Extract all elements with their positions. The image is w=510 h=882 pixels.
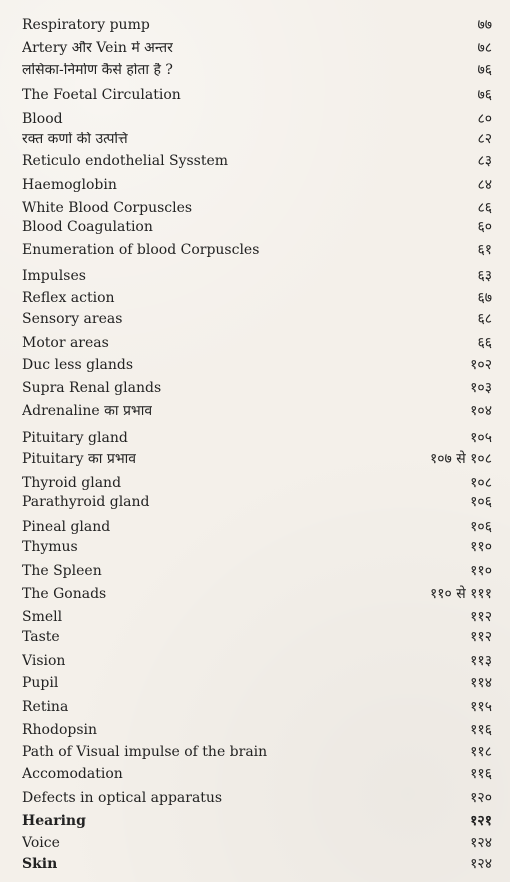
contents-row-hearing bbox=[22, 810, 492, 832]
entry-title: Accomodation bbox=[22, 767, 123, 781]
entry-page-number: ८४ bbox=[477, 177, 492, 193]
contents-row-voice bbox=[22, 832, 492, 854]
entry-title: Voice bbox=[22, 836, 60, 850]
contents-row-skin bbox=[22, 853, 492, 875]
contents-row-artery-vein bbox=[22, 37, 492, 59]
entry-page-number: ६१ bbox=[477, 242, 492, 258]
contents-row-visual-impulse-path bbox=[22, 741, 492, 763]
contents-row-foetal-circulation bbox=[22, 84, 492, 106]
entry-page-number: १२० bbox=[470, 790, 492, 806]
entry-page-number: ६८ bbox=[477, 311, 492, 327]
entry-title: लसिका-निर्माण कैसे होता है ? bbox=[22, 63, 173, 77]
entry-page-number: १०८ bbox=[470, 475, 492, 491]
entry-page-number: ७७ bbox=[477, 17, 492, 33]
entry-page-number: १२१ bbox=[470, 813, 492, 829]
entry-page-number: ११६ bbox=[470, 722, 492, 738]
contents-row-blood-coagulation bbox=[22, 216, 492, 238]
entry-title: Pituitary का प्रभाव bbox=[22, 452, 137, 466]
entry-title: Enumeration of blood Corpuscles bbox=[22, 243, 260, 257]
contents-row-rhodopsin bbox=[22, 719, 492, 741]
contents-row-pupil bbox=[22, 672, 492, 694]
entry-page-number: ११८ bbox=[470, 744, 492, 760]
entry-title: Reflex action bbox=[22, 291, 115, 305]
entry-title: Blood bbox=[22, 112, 63, 126]
contents-row-impulses bbox=[22, 265, 492, 287]
entry-title: Sensory areas bbox=[22, 312, 123, 326]
contents-row-adrenaline-effect bbox=[22, 400, 492, 422]
entry-title: Pineal gland bbox=[22, 520, 111, 534]
contents-row-smell bbox=[22, 606, 492, 628]
contents-row-respiratory-pump bbox=[22, 14, 492, 36]
entry-page-number: ८३ bbox=[477, 153, 492, 169]
entry-page-number: ६७ bbox=[477, 290, 492, 306]
entry-page-number: १०६ bbox=[470, 519, 492, 535]
entry-title: Taste bbox=[22, 630, 60, 644]
contents-row-accommodation bbox=[22, 763, 492, 785]
entry-page-number: १०५ bbox=[470, 430, 492, 446]
entry-page-number: ११२ bbox=[470, 609, 492, 625]
entry-page-number: १०३ bbox=[470, 380, 492, 396]
entry-page-number: १०७ से १०८ bbox=[429, 451, 492, 467]
entry-title: Reticulo endothelial Sysstem bbox=[22, 154, 229, 168]
entry-title: Impulses bbox=[22, 269, 86, 283]
contents-row-sensory-areas bbox=[22, 308, 492, 330]
contents-row-retina bbox=[22, 696, 492, 718]
contents-row-haemoglobin bbox=[22, 174, 492, 196]
entry-page-number: ६६ bbox=[477, 335, 492, 351]
entry-title: Hearing bbox=[22, 814, 86, 828]
entry-page-number: ११० से १११ bbox=[429, 586, 492, 602]
entry-title: Parathyroid gland bbox=[22, 495, 150, 509]
entry-title: Thyroid gland bbox=[22, 476, 122, 490]
entry-title: Blood Coagulation bbox=[22, 220, 153, 234]
entry-title: Artery और Vein में अन्तर bbox=[22, 41, 173, 55]
entry-title: White Blood Corpuscles bbox=[22, 201, 193, 215]
entry-title: Rhodopsin bbox=[22, 723, 98, 737]
entry-page-number: ८६ bbox=[477, 200, 492, 216]
entry-title: Supra Renal glands bbox=[22, 381, 162, 395]
contents-row-pineal-gland bbox=[22, 516, 492, 538]
entry-title: The Spleen bbox=[22, 564, 102, 578]
entry-page-number: १०४ bbox=[470, 403, 492, 419]
entry-title: Pituitary gland bbox=[22, 431, 128, 445]
entry-page-number: ६३ bbox=[477, 268, 492, 284]
entry-page-number: १०६ bbox=[470, 494, 492, 510]
contents-row-lymph-formation bbox=[22, 59, 492, 81]
contents-row-vision bbox=[22, 650, 492, 672]
entry-title: The Gonads bbox=[22, 587, 107, 601]
contents-row-blood bbox=[22, 108, 492, 130]
entry-page-number: ११५ bbox=[470, 699, 492, 715]
entry-title: The Foetal Circulation bbox=[22, 88, 181, 102]
contents-row-ductless-glands bbox=[22, 354, 492, 376]
entry-title: Path of Visual impulse of the brain bbox=[22, 745, 268, 759]
entry-page-number: ११४ bbox=[470, 675, 492, 691]
entry-page-number: ८० bbox=[477, 111, 492, 127]
entry-title: Thymus bbox=[22, 540, 78, 554]
entry-page-number: १०२ bbox=[470, 357, 492, 373]
contents-row-blood-cells-origin bbox=[22, 128, 492, 150]
entry-title: Respiratory pump bbox=[22, 18, 150, 32]
entry-page-number: १२४ bbox=[470, 856, 492, 872]
contents-row-pituitary-gland bbox=[22, 427, 492, 449]
entry-title: Adrenaline का प्रभाव bbox=[22, 404, 153, 418]
contents-row-optical-defects bbox=[22, 787, 492, 809]
entry-page-number: ६० bbox=[477, 219, 492, 235]
contents-row-thymus bbox=[22, 536, 492, 558]
entry-page-number: १२४ bbox=[470, 835, 492, 851]
entry-title: Vision bbox=[22, 654, 66, 668]
entry-title: Duc less glands bbox=[22, 358, 134, 372]
entry-title: Haemoglobin bbox=[22, 178, 117, 192]
entry-page-number: ७६ bbox=[477, 62, 492, 78]
entry-title: रक्त कणों की उत्पत्ति bbox=[22, 132, 128, 146]
contents-row-pituitary-effect bbox=[22, 448, 492, 470]
entry-title: Skin bbox=[22, 857, 58, 871]
entry-title: Defects in optical apparatus bbox=[22, 791, 223, 805]
contents-row-enumeration-blood-corpuscles bbox=[22, 239, 492, 261]
entry-page-number: ७६ bbox=[477, 87, 492, 103]
entry-page-number: ११० bbox=[470, 563, 492, 579]
entry-page-number: ११६ bbox=[470, 766, 492, 782]
entry-page-number: ११० bbox=[470, 539, 492, 555]
entry-page-number: ११२ bbox=[470, 629, 492, 645]
entry-title: Smell bbox=[22, 610, 63, 624]
contents-row-reticulo-endothelial-system bbox=[22, 150, 492, 172]
contents-row-parathyroid-gland bbox=[22, 491, 492, 513]
entry-title: Pupil bbox=[22, 676, 59, 690]
contents-row-spleen bbox=[22, 560, 492, 582]
entry-title: Retina bbox=[22, 700, 69, 714]
contents-row-supra-renal-glands bbox=[22, 377, 492, 399]
entry-page-number: ७८ bbox=[477, 40, 492, 56]
entry-page-number: ८२ bbox=[477, 131, 492, 147]
contents-row-gonads bbox=[22, 583, 492, 605]
contents-row-taste bbox=[22, 626, 492, 648]
contents-row-reflex-action bbox=[22, 287, 492, 309]
entry-page-number: ११३ bbox=[470, 653, 492, 669]
entry-title: Motor areas bbox=[22, 336, 109, 350]
contents-row-motor-areas bbox=[22, 332, 492, 354]
